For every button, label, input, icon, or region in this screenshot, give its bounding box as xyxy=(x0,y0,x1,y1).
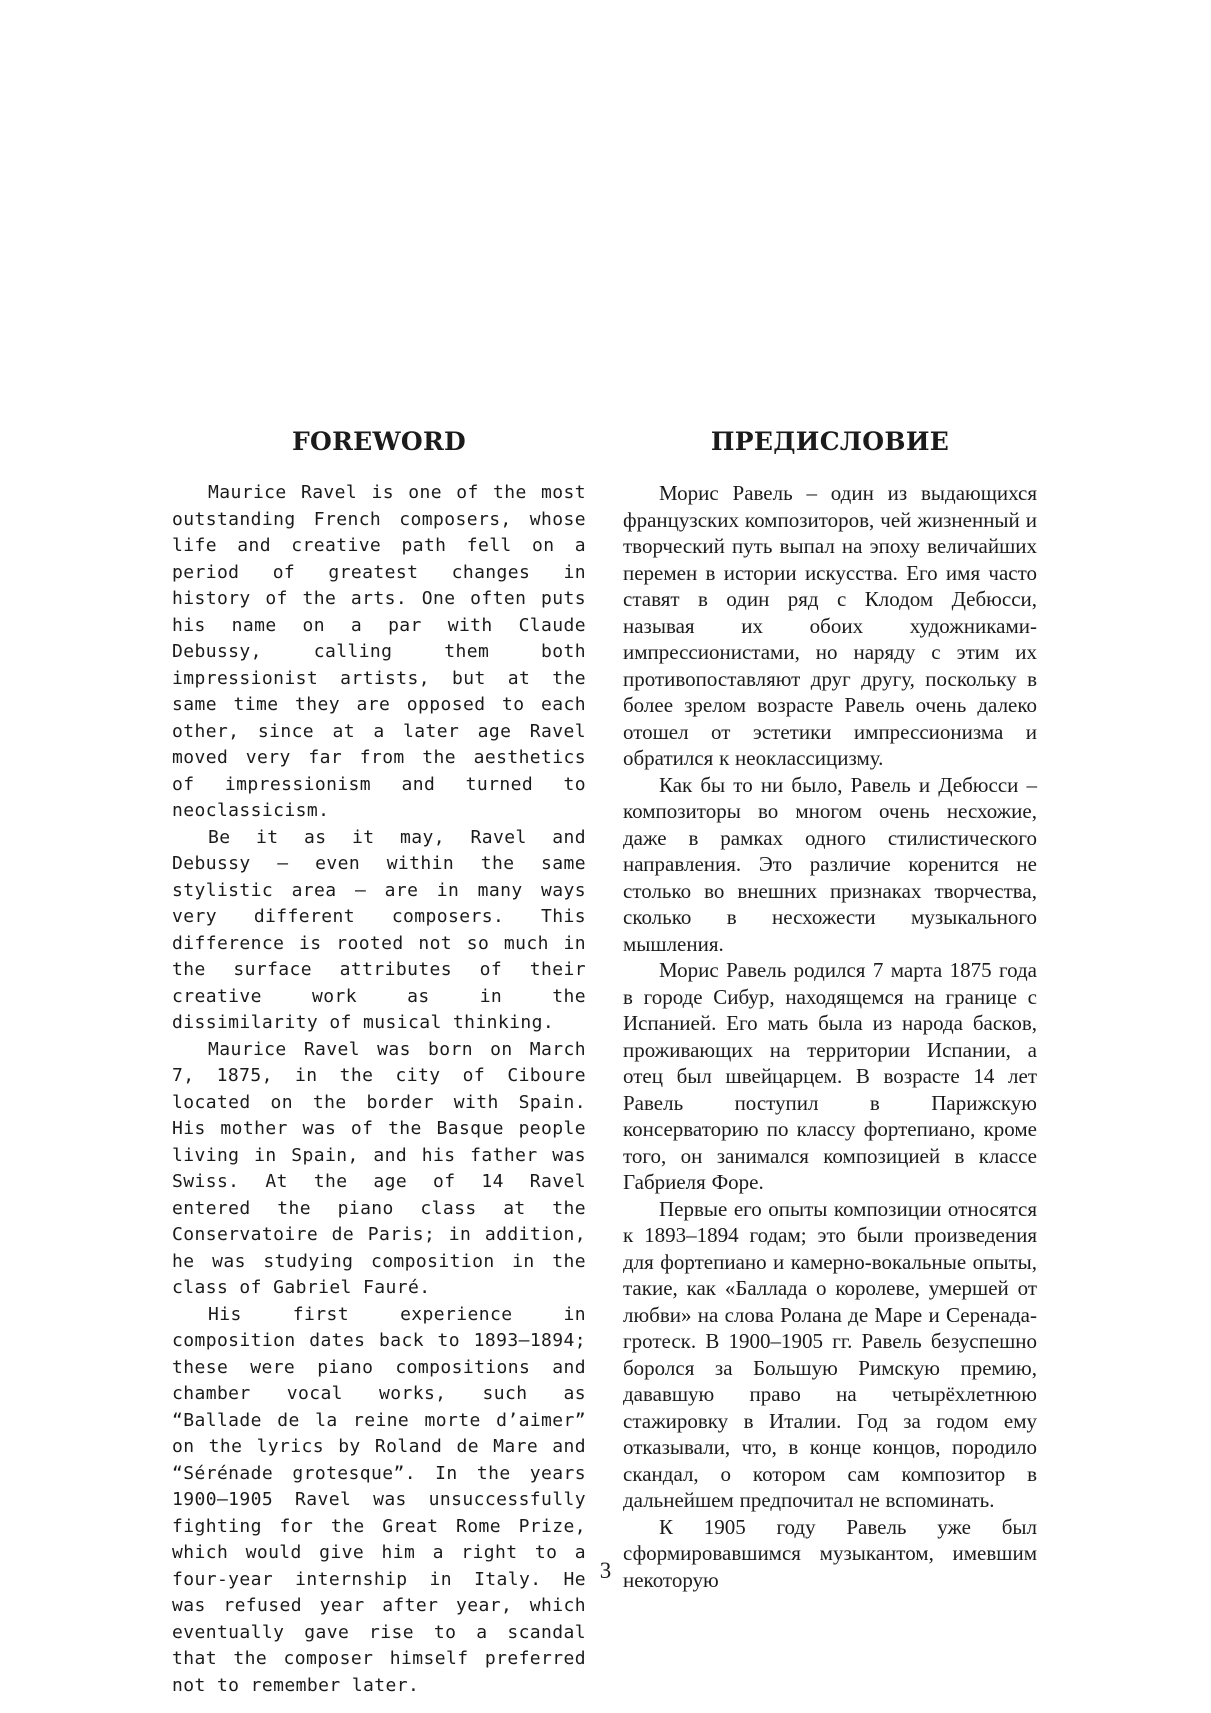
russian-paragraph: Как бы то ни было, Равель и Дебюсси – композиторы во многом очень несхожие, даже в рамках одного стилистического направления. Это различие коренится не столько во внешних признаках творчества, сколько в несхожести музыкального мышления. xyxy=(623,772,1037,956)
english-paragraph: His first experience in composition dates back to 1893–1894; these were piano compositions and chamber vocal works, such as “Ballade de la reine morte d’aimer” on the lyrics by Roland de Mare and “Sérénade grotesque”. In the years 1900–1905 Ravel was unsuccessfully fighting for the Great Rome Prize, which would give him a right to a four-year internship in Italy. He was refused year after year, which eventually gave rise to a scandal that the composer himself preferred not to remember later. xyxy=(172,1303,586,1696)
page-number: 3 xyxy=(599,1558,612,1583)
russian-paragraph: Первые его опыты композиции относятся к 1893–1894 годам; это были произведения для фортепиано и камерно-вокальные опыты, такие, как «Баллада о королеве, умершей от любви» на слова Ролана де Маре и Серенада-гротеск. В 1900–1905 гг. Равель безуспешно боролся за Большую Римскую премию, дававшую право на четырёхлетнюю стажировку в Италии. Год за годом ему отказывали, что, в конце концов, породило скандал, о котором сам композитор в дальнейшем предпочитал не вспоминать. xyxy=(623,1196,1037,1512)
russian-paragraph: Морис Равель родился 7 марта 1875 года в городе Сибур, находящемся на границе с Испанией. Его мать была из народа басков, проживающих на территории Испании, а отец был швейцарцем. В возрасте 14 лет Равель поступил в Парижскую консерваторию по классу фортепиано, кроме того, он занимался композицией в классе Габриеля Форе. xyxy=(623,958,1037,1194)
russian-paragraph: Морис Равель – один из выдающихся французских композиторов, чей жизненный и творческий путь выпал на эпоху величайших перемен в истории искусства. Его имя часто ставят в один ряд с Клодом Дебюсси, называя их обоих художниками-импрессионистами, но наряду с этим их противопоставляют друг другу, поскольку в более зрелом возрасте Равель очень далеко отошел от эстетики импрессионизма и обратился к неоклассицизму. xyxy=(623,481,1037,770)
russian-column xyxy=(623,426,1037,1593)
english-column xyxy=(172,426,586,1699)
english-paragraph: Maurice Ravel was born on March 7, 1875, in the city of Ciboure located on the border with Spain. His mother was of the Basque people living in Spain, and his father was Swiss. At the age of 14 Ravel entered the piano class at the Conservatoire de Paris; in addition, he was studying composition in the class of Gabriel Fauré. xyxy=(172,1038,586,1298)
english-heading: FOREWORD xyxy=(291,427,467,456)
english-paragraph: Be it as it may, Ravel and Debussy – even within the same stylistic area – are in many ways very different composers. This difference is rooted not so much in the surface attributes of their creative work as in the dissimilarity of musical thinking. xyxy=(172,826,586,1033)
russian-paragraph: К 1905 году Равель уже был сформировавшимся музыкантом, имевшим некоторую xyxy=(623,1514,1037,1592)
russian-heading: ПРЕДИСЛОВИЕ xyxy=(710,427,950,456)
english-paragraph: Maurice Ravel is one of the most outstanding French composers, whose life and creative path fell on a period of greatest changes in history of the arts. One often puts his name on a par with Claude Debussy, calling them both impressionist artists, but at the same time they are opposed to each other, since at a later age Ravel moved very far from the aesthetics of impressionism and turned to neoclassicism. xyxy=(172,482,586,821)
